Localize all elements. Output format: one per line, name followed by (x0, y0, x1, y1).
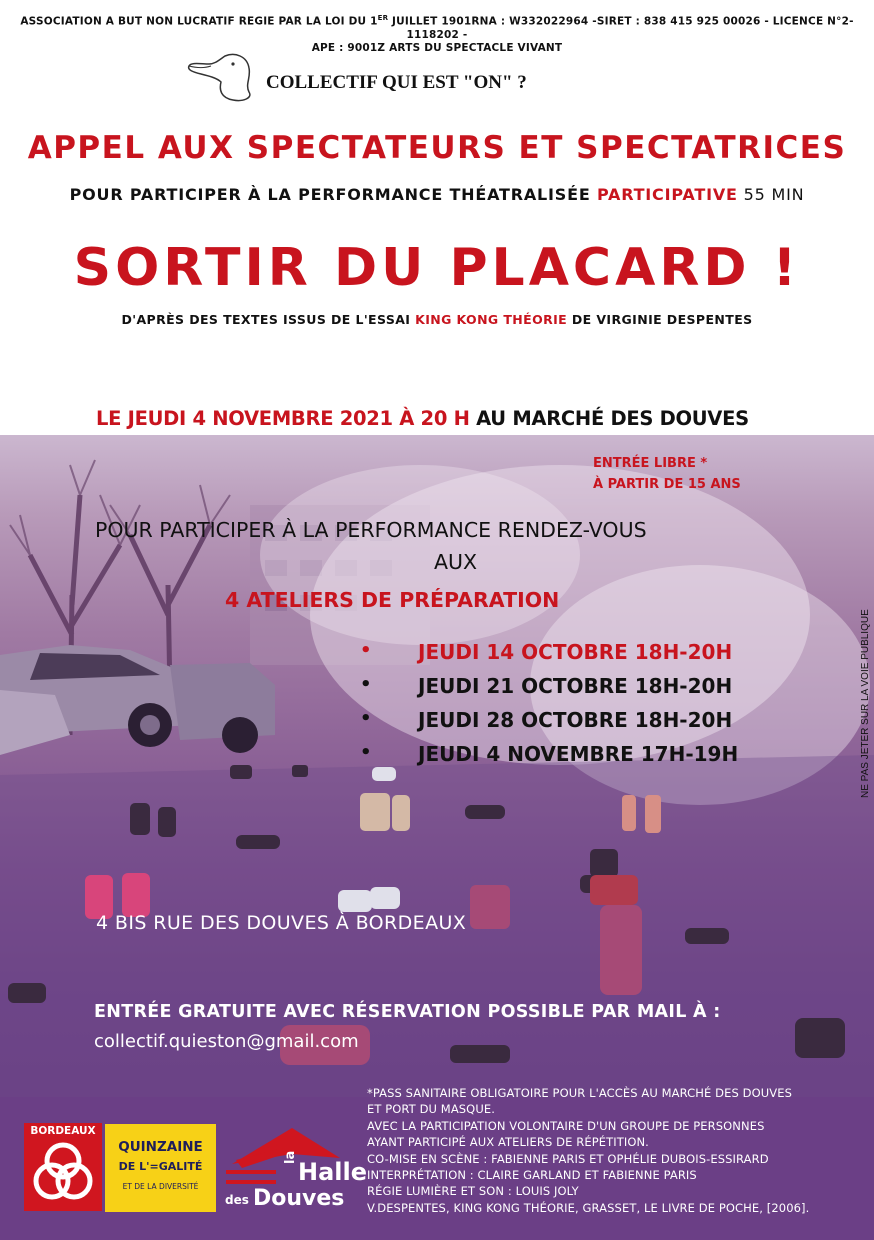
legal-line-2: APE : 9001Z ARTS DU SPECTACLE VIVANT (311, 41, 563, 54)
footer-note-line: RÉGIE LUMIÈRE ET SON : LOUIS JOLY (367, 1184, 579, 1199)
bullet-icon: • (360, 674, 372, 695)
list-item: • JEUDI 28 OCTOBRE 18H-20H (360, 708, 733, 732)
event-date: LE JEUDI 4 NOVEMBRE 2021 À 20 H AU MARCHÉ DES DOUVES (96, 407, 749, 430)
legal-header (0, 12, 874, 55)
participation-line-2: AUX (434, 550, 478, 574)
entry-libre-label: ENTRÉE LIBRE * (593, 456, 708, 471)
douves-label: Douves (253, 1186, 345, 1211)
des-label: des (225, 1193, 249, 1207)
bullet-icon: • (360, 708, 372, 729)
diversite-label: ET DE LA DIVERSITÉ (122, 1182, 199, 1191)
contact-email-link[interactable]: collectif.quieston@gmail.com (94, 1031, 359, 1052)
show-subtitle: D'APRÈS DES TEXTES ISSUS DE L'ESSAI KING KONG THÉORIE DE VIRGINIE DESPENTES (121, 312, 753, 327)
show-title: SORTIR DU PLACARD ! (73, 238, 801, 298)
list-item: • JEUDI 4 NOVEMBRE 17H-19H (360, 742, 739, 766)
participation-text (95, 514, 855, 578)
la-label: la (283, 1150, 298, 1164)
legal-superscript: ER (377, 14, 389, 22)
duck-logo-icon (183, 50, 263, 102)
triple-crescent-icon (30, 1139, 96, 1205)
collectif-title: COLLECTIF QUI EST "ON" ? (266, 72, 527, 93)
bullet-icon: • (360, 640, 372, 661)
event-address: 4 BIS RUE DES DOUVES À BORDEAUX (96, 912, 467, 934)
vertical-note (848, 566, 871, 798)
sessions-list (360, 640, 738, 776)
vertical-note-text: NE PAS JETER SUR LA VOIE PUBLIQUE (860, 609, 871, 798)
bordeaux-logo-label: BORDEAUX (30, 1125, 96, 1137)
egalite-label: DE L'=GALITÉ (118, 1160, 203, 1173)
footer-notes (367, 1085, 809, 1216)
footer-note-line: *PASS SANITAIRE OBLIGATOIRE POUR L'ACCÈS AU MARCHÉ DES DOUVES (367, 1086, 792, 1100)
footer-note-line: V.DESPENTES, KING KONG THÉORIE, GRASSET, LE LIVRE DE POCHE, [2006]. (367, 1200, 810, 1215)
appel-subtitle: POUR PARTICIPER À LA PERFORMANCE THÉATRALISÉE PARTICIPATIVE 55 MIN (69, 185, 805, 204)
footer-note-line: INTERPRÉTATION : CLAIRE GARLAND ET FABIENNE PARIS (367, 1168, 697, 1183)
footer-note-line: ET PORT DU MASQUE. (367, 1102, 495, 1117)
bordeaux-logo (24, 1123, 102, 1211)
entry-info (593, 453, 741, 495)
list-item: • JEUDI 21 OCTOBRE 18H-20H (360, 674, 733, 698)
quinzaine-logo (105, 1124, 216, 1212)
age-limit-label: À PARTIR DE 15 ANS (593, 477, 741, 492)
bullet-icon: • (360, 742, 372, 763)
footer-note-line: AVEC LA PARTICIPATION VOLONTAIRE D'UN GROUPE DE PERSONNES (367, 1118, 765, 1133)
reservation-label: ENTRÉE GRATUITE AVEC RÉSERVATION POSSIBLE PAR MAIL À : (94, 1002, 721, 1022)
halle-des-douves-logo (222, 1124, 368, 1220)
footer-note-line: AYANT PARTICIPÉ AUX ATELIERS DE RÉPÉTITION. (367, 1135, 649, 1150)
quinzaine-label: QUINZAINE (118, 1139, 203, 1155)
list-item: • JEUDI 14 OCTOBRE 18H-20H (360, 640, 733, 664)
appel-title: APPEL AUX SPECTATEURS ET SPECTATRICES (27, 130, 847, 166)
halle-label: Halle (298, 1158, 368, 1186)
legal-line-1: ASSOCIATION A BUT NON LUCRATIF REGIE PAR LA LOI DU 1ER JUILLET 1901RNA : W332022964 -SIRET : 838 415 925 00026 - LICENCE N°2-1118202 - (20, 14, 854, 41)
participation-line-1: POUR PARTICIPER À LA PERFORMANCE RENDEZ-VOUS (95, 518, 647, 542)
ateliers-title: 4 ATELIERS DE PRÉPARATION (225, 588, 560, 612)
footer-note-line: CO-MISE EN SCÈNE : FABIENNE PARIS ET OPHÉLIE DUBOIS-ESSIRARD (367, 1151, 769, 1166)
